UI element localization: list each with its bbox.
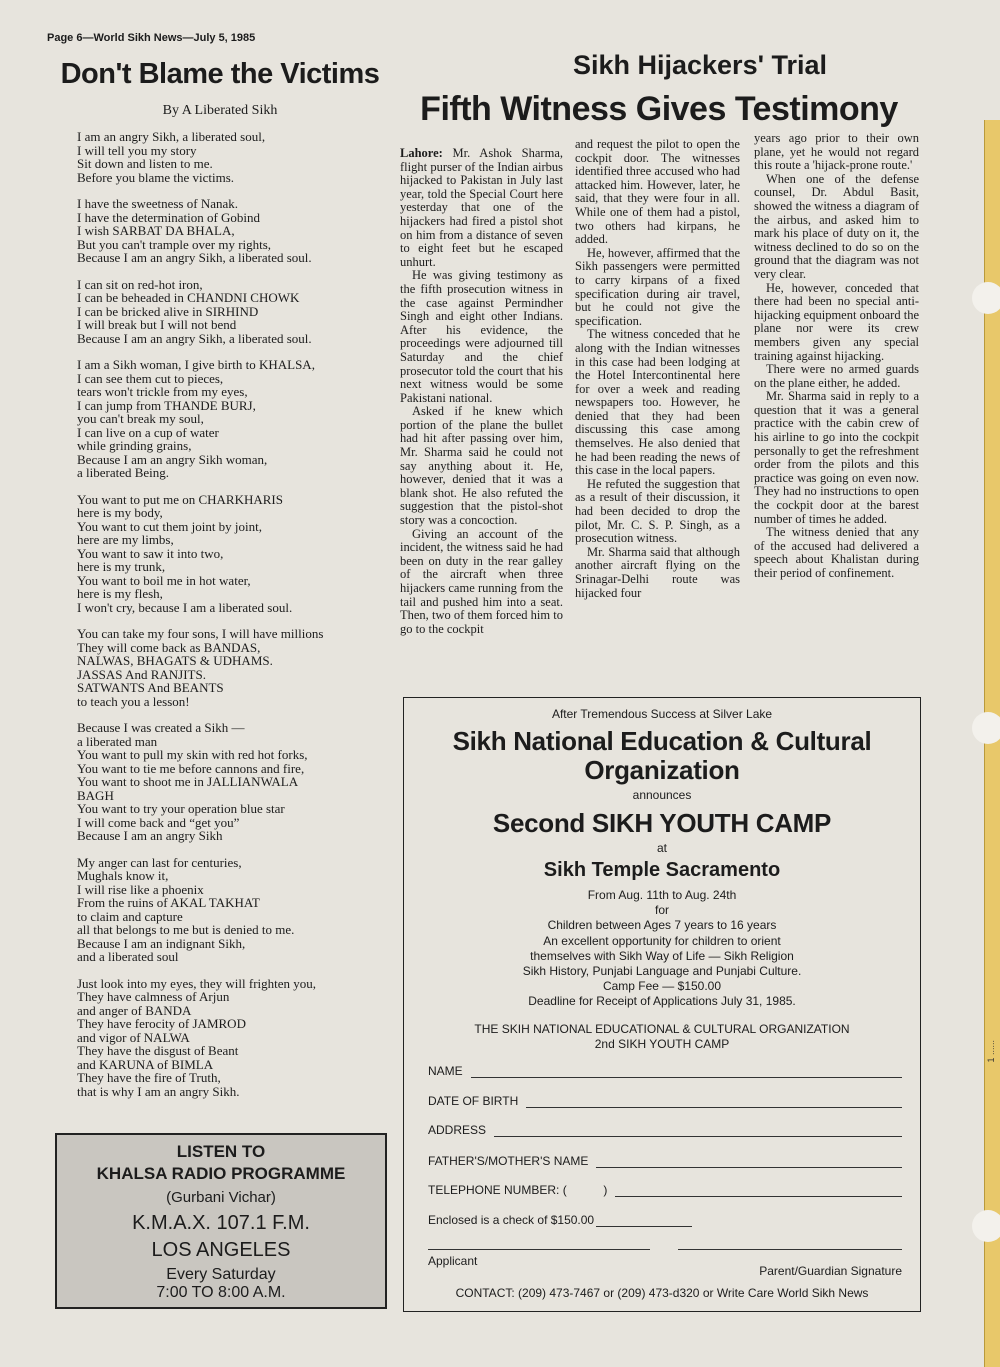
article-paragraph xyxy=(575,478,740,546)
form-field-line[interactable] xyxy=(526,1097,902,1108)
article-paragraph-text: He refuted the suggestion that as a result of their discussion, it had been decided to drop the pilot, Mr. C. S. P. Singh, as a prosecution witness. xyxy=(575,476,740,546)
poem-line: You want to boil me in hot water, xyxy=(77,572,251,588)
poem-line: BAGH xyxy=(77,787,114,803)
poem-line: I will come back and “get you” xyxy=(77,814,240,830)
poem-line: I can be beheaded in CHANDNI CHOWK xyxy=(77,290,300,305)
poem-line: You want to tie me before cannons and fire, xyxy=(77,760,305,776)
article-paragraph-text: Mr. Sharma said in reply to a question that it was a general practice with the cabin crew of his airline to go into the cockpit personally to get the refreshment order from the pilots and this practice was going on even now. They had no instructions to open the cockpit door at the barest number of times he added. xyxy=(754,389,919,526)
poem-line: I have the determination of Gobind xyxy=(77,209,261,225)
poem-line: all that belongs to me but is denied to me. xyxy=(77,922,295,937)
ad-dates: From Aug. 11th to Aug. 24th xyxy=(587,888,737,902)
ad-detail-line: Camp Fee — $150.00 xyxy=(602,979,722,994)
poem-stanza xyxy=(77,278,382,346)
radio-ad-city: LOS ANGELES xyxy=(151,1239,291,1261)
article-paragraph xyxy=(400,528,563,637)
poem-line: They have the disgust of Beant xyxy=(77,1043,239,1058)
ad-at: at xyxy=(656,841,667,855)
poem-line: You can take my four sons, I will have millions xyxy=(77,626,324,641)
ad-org-line: Organization xyxy=(584,755,740,785)
ad-intro: After Tremendous Success at Silver Lake xyxy=(551,707,773,721)
article-dateline: Lahore: xyxy=(400,146,443,160)
poem-line: Because I was created a Sikh — xyxy=(77,720,245,735)
poem-line: here is my flesh, xyxy=(77,586,163,601)
ad-detail-line: Children between Ages 7 years to 16 years xyxy=(547,918,777,933)
ad-venue: Sikh Temple Sacramento xyxy=(543,859,781,881)
article-paragraph xyxy=(400,269,563,405)
poem-line: tears won't trickle from my eyes, xyxy=(77,384,248,399)
poem-stanza xyxy=(77,493,382,615)
article-paragraph-text: He, however, affirmed that the Sikh passengers were permitted to carry kirpans of a fixed specification during air travel, but he could not give the specification. xyxy=(575,245,740,328)
youth-camp-ad xyxy=(403,697,921,1312)
form-heading xyxy=(404,1022,920,1052)
poem-line: and a liberated soul xyxy=(77,949,179,964)
poem-line: I will tell you my story xyxy=(77,142,197,158)
poem-line: Just look into my eyes, they will frighten you, xyxy=(77,975,317,991)
poem-line: I have the sweetness of Nanak. xyxy=(77,196,238,211)
poem-line: I can live on a cup of water xyxy=(77,424,219,440)
poem-line: that is why I am an angry Sikh. xyxy=(77,1083,240,1099)
poem-stanza xyxy=(77,197,382,265)
radio-ad-line: KHALSA RADIO PROGRAMME xyxy=(96,1164,346,1183)
form-field-label: NAME xyxy=(428,1064,463,1078)
article-paragraph-text: and request the pilot to open the cockpit door. The witnesses identified three accused who had attacked him. However, later, he said, that they were four in all. While one of them had a pistol, two others had kirpans, he added. xyxy=(575,137,740,247)
poem-line: here are my limbs, xyxy=(77,532,174,547)
article-paragraph-text: Asked if he knew which portion of the plane the bullet had hit after passing over him, Mr. Sharma said he could not say anything about it. He, however, denied that it was a blank shot. He also refuted the suggestion that the pistol-shot story was a concoction. xyxy=(400,404,563,528)
article-paragraph xyxy=(575,247,740,329)
article-paragraph-text: years ago prior to their own plane, yet he would not regard this route a 'hijack-prone route.' xyxy=(754,131,919,173)
poem-line: I will rise like a phoenix xyxy=(77,881,204,897)
radio-ad-time: 7:00 TO 8:00 A.M. xyxy=(156,1284,286,1301)
poem-line: Mughals know it, xyxy=(77,868,169,883)
poem-line: You want to shoot me in JALLIANWALA xyxy=(77,774,299,789)
poem-line: while grinding grains, xyxy=(77,438,192,453)
ad-detail-line: themselves with Sikh Way of Life — Sikh Religion xyxy=(530,948,794,963)
ad-for: for xyxy=(654,903,669,918)
form-heading-line: THE SKIH NATIONAL EDUCATIONAL & CULTURAL ORGANIZATION xyxy=(474,1021,850,1036)
article-paragraph xyxy=(400,405,563,527)
poem-line: I am an angry Sikh, a liberated soul, xyxy=(77,129,266,144)
article-paragraph xyxy=(754,390,919,526)
poem-line: You want to cut them joint by joint, xyxy=(77,518,263,534)
poem-line: I won't cry, because I am a liberated soul. xyxy=(77,599,293,615)
poem-stanza xyxy=(77,358,382,480)
poem-line: a liberated Being. xyxy=(77,465,170,480)
poem-line: Because I am an angry Sikh, a liberated soul. xyxy=(77,250,312,265)
article-column-1 xyxy=(400,147,563,636)
poem-line: Because I am an indignant Sikh, xyxy=(77,935,246,951)
form-field-label: TELEPHONE NUMBER: ( ) xyxy=(428,1183,608,1197)
poem-line: SATWANTS And BEANTS xyxy=(77,680,224,695)
guardian-signature-line[interactable] xyxy=(678,1249,902,1250)
article-paragraph-text: He was giving testimony as the fifth prosecution witness in the case against Permindher Singh and eight other Indians. After his evidence, the proceedings were adjourned till Saturday and the chief prosecutor told the court that his next witness would be some Pakistani national. xyxy=(400,268,563,405)
article-headline: Fifth Witness Gives Testimony xyxy=(420,90,898,128)
form-field-line[interactable] xyxy=(494,1126,902,1137)
poem-line: My anger can last for centuries, xyxy=(77,854,242,870)
ad-org-line: Sikh National Education & Cultural xyxy=(452,726,872,756)
poem-line: They have ferocity of JAMROD xyxy=(77,1016,246,1031)
radio-ad-station: K.M.A.X. 107.1 F.M. xyxy=(132,1212,310,1234)
poem-stanza xyxy=(77,130,382,184)
ad-event-title: Second SIKH YOUTH CAMP xyxy=(492,808,832,838)
poem-line: Because I am an angry Sikh, a liberated soul. xyxy=(77,330,312,346)
article-paragraph-text: He, however, conceded that there had been no special anti-hijacking equipment onboard the plane nor were its crew members given any special training against hijacking. xyxy=(754,280,919,363)
ad-detail-line: Deadline for Receipt of Applications July 31, 1985. xyxy=(528,994,796,1009)
article-paragraph xyxy=(754,173,919,282)
binder-hole xyxy=(972,1210,1000,1242)
article-paragraph-text: Giving an account of the incident, the witness said he had been on duty in the rear galley of the aircraft when three hijackers came running from the tail and pushed him into a seat. Then, two of them forced him to go to the cockpit xyxy=(400,526,563,636)
poem-line: They have calmness of Arjun xyxy=(77,989,230,1004)
form-field-label: DATE OF BIRTH xyxy=(428,1094,519,1108)
ruler-label: 1 ...... xyxy=(986,1040,996,1063)
poem-line: and vigor of NALWA xyxy=(77,1029,190,1045)
article-paragraph xyxy=(754,526,919,580)
article-column-2 xyxy=(575,138,740,600)
form-field-label: ADDRESS xyxy=(428,1123,487,1137)
poem-line: They will come back as BANDAS, xyxy=(77,639,261,655)
article-paragraph-text: When one of the defense counsel, Dr. Abdul Basit, showed the witness a diagram of the airbus, and asked him to mark his place of duty on it, the witness declined to do so on the ground that the diagram was not very clear. xyxy=(754,171,919,281)
poem-stanza xyxy=(77,856,382,964)
poem-byline: By A Liberated Sikh xyxy=(162,103,278,118)
radio-ad-line: LISTEN TO xyxy=(176,1142,266,1161)
article-paragraph-text: The witness conceded that he along with the Indian witnesses in this case had been lodging at the Hotel Intercontinental here for over a week and reading newspapers too. However, he denied that they had been discussing this case among themselves. He also denied that he had been reading the news of this case in the local papers. xyxy=(575,327,740,478)
poem-line: to claim and capture xyxy=(77,908,183,924)
form-field-line[interactable] xyxy=(615,1186,902,1197)
poem-stanza xyxy=(77,977,382,1099)
poem-line: here is my trunk, xyxy=(77,559,166,574)
ad-detail-line: An excellent opportunity for children to orient xyxy=(543,933,781,948)
form-field-line[interactable] xyxy=(471,1067,902,1078)
radio-programme-ad xyxy=(55,1133,387,1309)
poem-line: I am a Sikh woman, I give birth to KHALSA, xyxy=(77,357,315,372)
article-paragraph xyxy=(575,328,740,478)
form-field-line[interactable] xyxy=(596,1216,692,1227)
article-paragraph xyxy=(754,363,919,390)
article-paragraph-text: Mr. Ashok Sharma, flight purser of the Indian airbus hijacked to Pakistan in July last year, told the Special Court here yesterday that one of the hijackers had fired a pistol shot on him from a distance of seven to eight feet but he escaped unhurt. xyxy=(400,146,563,269)
form-field-parent-name[interactable] xyxy=(428,1154,902,1168)
article-paragraph xyxy=(754,282,919,364)
form-field-address[interactable] xyxy=(428,1123,902,1137)
article-paragraph-text: The witness denied that any of the accused had delivered a speech about Khalistan during their period of confinement. xyxy=(754,525,919,580)
poem-line: You want to try your operation blue star xyxy=(77,801,285,816)
binder-hole xyxy=(972,712,1000,744)
form-field-dob[interactable] xyxy=(428,1094,902,1108)
guardian-signature-label: Parent/Guardian Signature xyxy=(759,1264,902,1278)
ad-announces: announces xyxy=(632,788,692,802)
poem-line: JASSAS And RANJITS. xyxy=(77,666,206,682)
poem-line: They have the fire of Truth, xyxy=(77,1070,221,1085)
poem-title: Don't Blame the Victims xyxy=(60,58,380,90)
poem-line: I can be bricked alive in SIRHIND xyxy=(77,303,259,319)
poem-line: Sit down and listen to me. xyxy=(77,156,213,171)
article-paragraph-text: There were no armed guards on the plane either, he added. xyxy=(754,362,919,390)
poem-line: I can see them cut to pieces, xyxy=(77,370,224,386)
article-paragraph-text: Mr. Sharma said that although another aircraft flying on the Srinagar-Delhi route was hijacked four xyxy=(575,544,740,600)
poem-body xyxy=(77,130,382,1111)
form-field-check[interactable] xyxy=(428,1213,692,1227)
applicant-signature-line[interactable] xyxy=(428,1249,650,1250)
article-paragraph xyxy=(575,546,740,600)
article-paragraph xyxy=(400,147,563,269)
poem-line: Before you blame the victims. xyxy=(77,169,235,185)
poem-line: a liberated man xyxy=(77,733,158,749)
form-heading-line: 2nd SIKH YOUTH CAMP xyxy=(594,1036,730,1051)
poem-line: and KARUNA of BIMLA xyxy=(77,1056,214,1072)
poem-line: But you can't trample over my rights, xyxy=(77,236,272,252)
poem-line: I wish SARBAT DA BHALA, xyxy=(77,223,235,238)
article-column-3 xyxy=(754,132,919,581)
applicant-label: Applicant xyxy=(428,1254,478,1268)
poem-line: to teach you a lesson! xyxy=(77,693,190,709)
poem-line: You want to pull my skin with red hot forks, xyxy=(77,747,308,762)
poem-line: you can't break my soul, xyxy=(77,411,204,426)
poem-line: I can sit on red-hot iron, xyxy=(77,276,203,292)
form-field-label: FATHER'S/MOTHER'S NAME xyxy=(428,1154,589,1168)
poem-stanza xyxy=(77,627,382,708)
poem-line: I can jump from THANDE BURJ, xyxy=(77,397,256,413)
poem-line: and anger of BANDA xyxy=(77,1002,192,1018)
poem-line: From the ruins of AKAL TAKHAT xyxy=(77,895,260,910)
ad-org-name xyxy=(404,727,920,785)
article-kicker: Sikh Hijackers' Trial xyxy=(572,50,828,80)
form-field-line[interactable] xyxy=(596,1157,902,1168)
form-field-label: Enclosed is a check of $150.00 xyxy=(428,1213,595,1227)
poem-line: Because I am an angry Sikh xyxy=(77,828,223,843)
ad-details xyxy=(404,918,920,1009)
article-paragraph xyxy=(575,138,740,247)
radio-ad-line: (Gurbani Vichar) xyxy=(166,1189,276,1206)
page-header: Page 6—World Sikh News—July 5, 1985 xyxy=(47,32,256,44)
poem-line: NALWAS, BHAGATS & UDHAMS. xyxy=(77,653,273,668)
binder-hole xyxy=(972,282,1000,314)
ad-detail-line: Sikh History, Punjabi Language and Punjabi Culture. xyxy=(522,964,802,979)
form-field-telephone[interactable] xyxy=(428,1183,902,1197)
article-paragraph xyxy=(754,132,919,173)
radio-ad-day: Every Saturday xyxy=(166,1266,276,1283)
poem-line: You want to saw it into two, xyxy=(77,545,224,561)
poem-stanza xyxy=(77,721,382,843)
poem-line: here is my body, xyxy=(77,505,163,520)
poem-line: I will break but I will not bend xyxy=(77,317,237,332)
poem-line: You want to put me on CHARKHARIS xyxy=(77,491,283,507)
form-field-name[interactable] xyxy=(428,1064,902,1078)
ad-contact: CONTACT: (209) 473-7467 or (209) 473-d320 or Write Care World Sikh News xyxy=(455,1286,869,1300)
poem-line: Because I am an angry Sikh woman, xyxy=(77,451,268,467)
